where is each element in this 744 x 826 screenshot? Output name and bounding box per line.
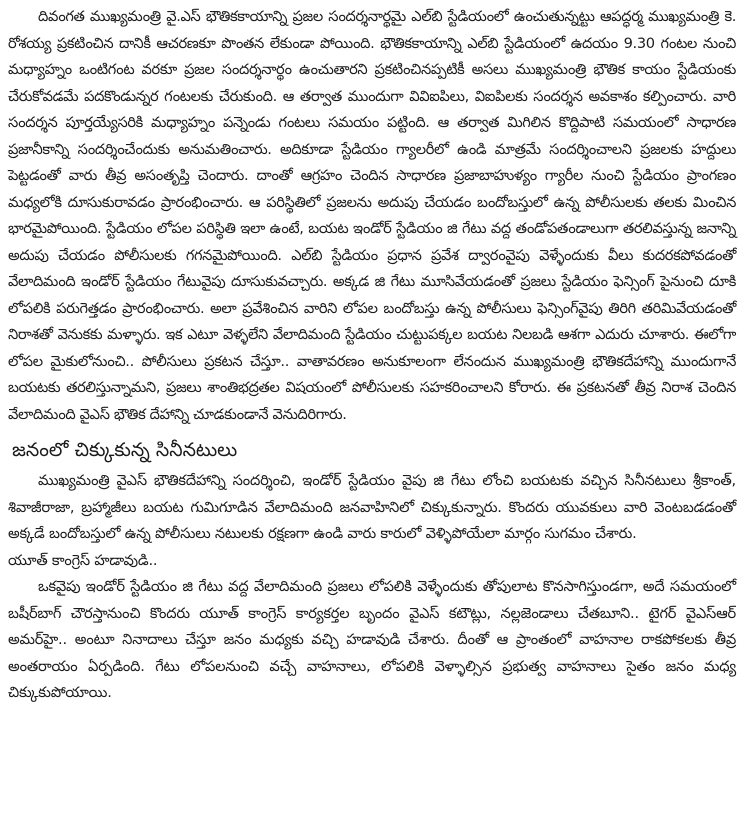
article-paragraph-3: ఒకవైపు ఇండోర్ స్టేడియం జి గేటు వద్ద వేలాదిమంది ప్రజలు లోపలికి వెళ్ళేందుకు తోపులాట కొనసాగిస్తుండగా, అదే సమయంలో బషీర్‌బాగ్ చౌరస్తానుంచి కొందరు యూత్ కాంగ్రెస్ కార్యకర్తల బృందం వైఎస్ కటౌట్లు, నల్లజెండాలు చేతబూని.. టైగర్ వైఎస్ఆర్ అమర్‌హై.. అంటూ నినాదాలు చేస్తూ జనం మధ్యకు వచ్చి హడావుడి చేశారు. దీంతో ఆ ప్రాంతంలో వాహనాల రాకపోకలకు తీవ్ర అంతరాయం ఏర్పడింది. గేటు లోపలనుంచి వచ్చే వాహనాలు, లోపలికి వెళ్ళాల్సిన ప్రభుత్వ వాహనాలు సైతం జనం మధ్య చిక్కుకుపోయాయి. [8, 578, 736, 701]
article-subheading: జనంలో చిక్కుకున్న సినీనటులు [12, 439, 238, 461]
article-section-label: యూత్ కాంగ్రెస్ హడావుడి.. [8, 551, 158, 569]
article-paragraph-1: దివంగత ముఖ్యమంత్రి వై.ఎస్ భౌతికకాయాన్ని ప్రజల సందర్శనార్థమై ఎల్‌బి స్టేడియంలో ఉంచుతున్నట్టు ఆపద్ధర్మ ముఖ్యమంత్రి కె. రోశయ్య ప్రకటించిన దానికీ ఆచరణకూ పొంతన లేకుండా పోయింది. భౌతికకాయాన్ని ఎల్‌బి స్టేడియంలో ఉదయం 9.30 గంటల నుంచి మధ్యాహ్నం ఒంటిగంట వరకూ ప్రజల సందర్శనార్థం ఉంచుతారని ప్రకటించినప్పటికీ అసలు ముఖ్యమంత్రి భౌతిక కాయం స్టేడియంకు చేరుకోవడమే పదకొండున్నర గంటలకు చేరుకుంది. ఆ తర్వాత ముందుగా వివిఐపిలు, విఐపిలకు సందర్శన అవకాశం కల్పించారు. వారి సందర్శన పూర్తయ్యేసరికి మధ్యాహ్నం పన్నెండు గంటలు సమయం పట్టింది. ఆ తర్వాత మిగిలిన కొద్దిపాటి సమయంలో సాధారణ ప్రజానీకాన్ని సందర్శించేందుకు అనుమతించారు. అదికూడా స్టేడియం గ్యాలరీలో ఉండి మాత్రమే సందర్శించాలని ప్రజలకు హద్దులు పెట్టడంతో వారు తీవ్ర అసంతృప్తి చెందారు. దాంతో ఆగ్రహం చెందిన సాధారణ ప్రజాబాహుళ్యం గ్యారీల నుంచి స్టేడియం ప్రాంగణం మధ్యలోకి దూసుకురావడం ప్రారంభించారు. ఆ పరిస్థితిలో ప్రజలను అదుపు చేయడం బందోబస్తులో ఉన్న పోలీసులకు తలకు మించిన భారమైపోయింది. స్టేడియం లోపల పరిస్థితి ఇలా ఉంటే, బయట ఇండోర్ స్టేడియం జి గేటు వద్ద తండోపతండాలుగా తరలివస్తున్న జనాన్ని అదుపు చేయడం పోలీసులకు గగనమైపోయింది. ఎల్‌బి స్టేడియం ప్రధాన ప్రవేశ ద్వారంవైపు వెళ్ళేందుకు వీలు కుదరకపోవడంతో వేలాదిమంది ఇండోర్ స్టేడియం గేటువైపు దూసుకువచ్చారు. అక్కడ జి గేటు మూసివేయడంతో ప్రజలు స్టేడియం ఫెన్సింగ్ పైనుంచి దూకి లోపలికి పరుగెత్తడం ప్రారంభించారు. అలా ప్రవేశించిన వారిని లోపల బందోబస్తు ఉన్న పోలీసులు ఫెన్సింగ్‌వైపు తిరిగి తరిమివేయడంతో నిరాశతో వెనుకకు మళ్ళారు. ఇక ఎటూ వెళ్ళలేని వేలాదిమంది స్టేడియం చుట్టుపక్కల బయట నిలబడి ఆశగా ఎదురు చూశారు. ఈలోగా లోపల మైకులోనుంచి.. పోలీసులు ప్రకటన చేస్తూ.. వాతావరణం అనుకూలంగా లేనందున ముఖ్యమంత్రి భౌతికదేహాన్ని ముందుగానే బయటకు తరలిస్తున్నామని, ప్రజలు శాంతిభద్రతల విషయంలో పోలీసులకు సహకరించాలని కోరారు. ఈ ప్రకటనతో తీవ్ర నిరాశ చెందిన వేలాదిమంది వైఎస్ భౌతిక దేహాన్ని చూడకుండానే వెనుదిరిగారు. [8, 8, 736, 423]
article-paragraph-2: ముఖ్యమంత్రి వైఎస్ భౌతికదేహాన్ని సందర్శించి, ఇండోర్ స్టేడియం వైపు జి గేటు లోంచి బయటకు వచ్చిన సినీనటులు శ్రీకాంత్, శివాజీరాజా, బ్రహ్మాజీలు బయట గుమిగూడిన వేలాదిమంది జనవాహినిలో చిక్కుకున్నారు. కొందరు యువకులు వారి వెంటబడడంతో అక్కడే బందోబస్తులో ఉన్న పోలీసులు నటులకు రక్షణగా ఉండి వారు కారులో వెళ్ళిపోయేలా మార్గం సుగమం చేశారు. [8, 472, 736, 542]
news-article [8, 4, 736, 707]
